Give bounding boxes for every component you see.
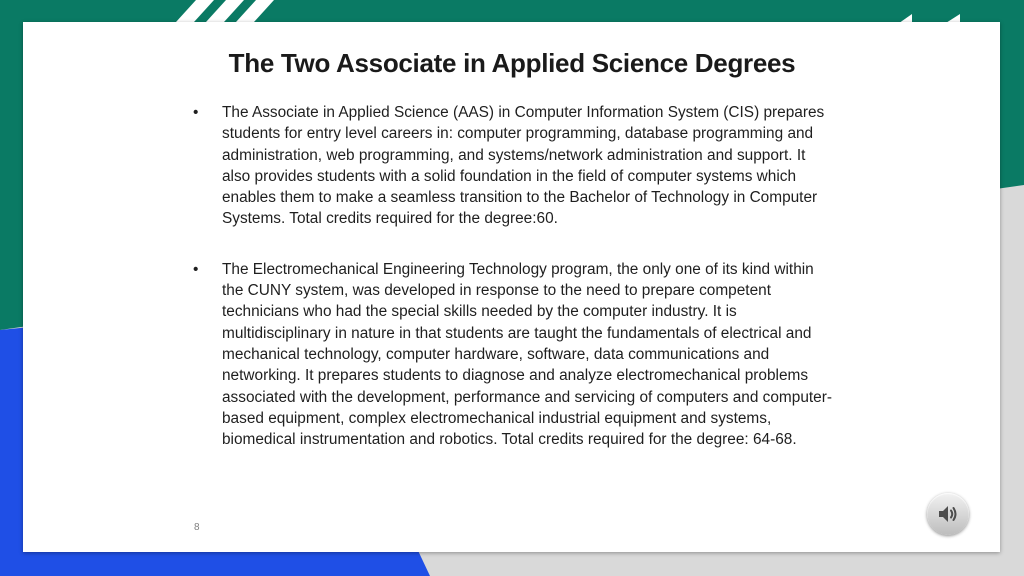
bullet-text: The Associate in Applied Science (AAS) in Computer Information System (CIS) prepares students for entry level careers in: computer programming, database programming and administration, web programming, and systems/network administration and support. It also provides students with a solid foundation in the field of computer systems which enables them to make a seamless transition to the Bachelor of Technology in Computer Systems. Total credits required for the degree:60. [222, 104, 825, 228]
bullet-marker: • [193, 260, 199, 278]
bullet-list [193, 102, 833, 450]
audio-button[interactable] [927, 493, 969, 535]
bullet-text: The Electromechanical Engineering Technology program, the only one of its kind within the CUNY system, was developed in response to the need to prepare competent technicians who had the special skills needed by the computer industry. It is multidisciplinary in nature in that students are taught the fundamentals of electrical and mechanical technology, computer hardware, software, data communications and networking. It prepares students to diagnose and analyze electromechanical problems associated with the development, performance and servicing of computers and computer-based equipment, complex electromechanical industrial equipment and systems, biomedical instrumentation and robotics. Total credits required for the degree: 64-68. [222, 260, 832, 449]
page-number: 8 [194, 522, 200, 533]
speaker-icon [937, 504, 959, 524]
slide-title: The Two Associate in Applied Science Degrees [228, 48, 796, 78]
bullet-item-electromechanical [193, 259, 833, 451]
bullet-item-aas-cis [193, 102, 833, 230]
bullet-marker: • [193, 104, 199, 121]
